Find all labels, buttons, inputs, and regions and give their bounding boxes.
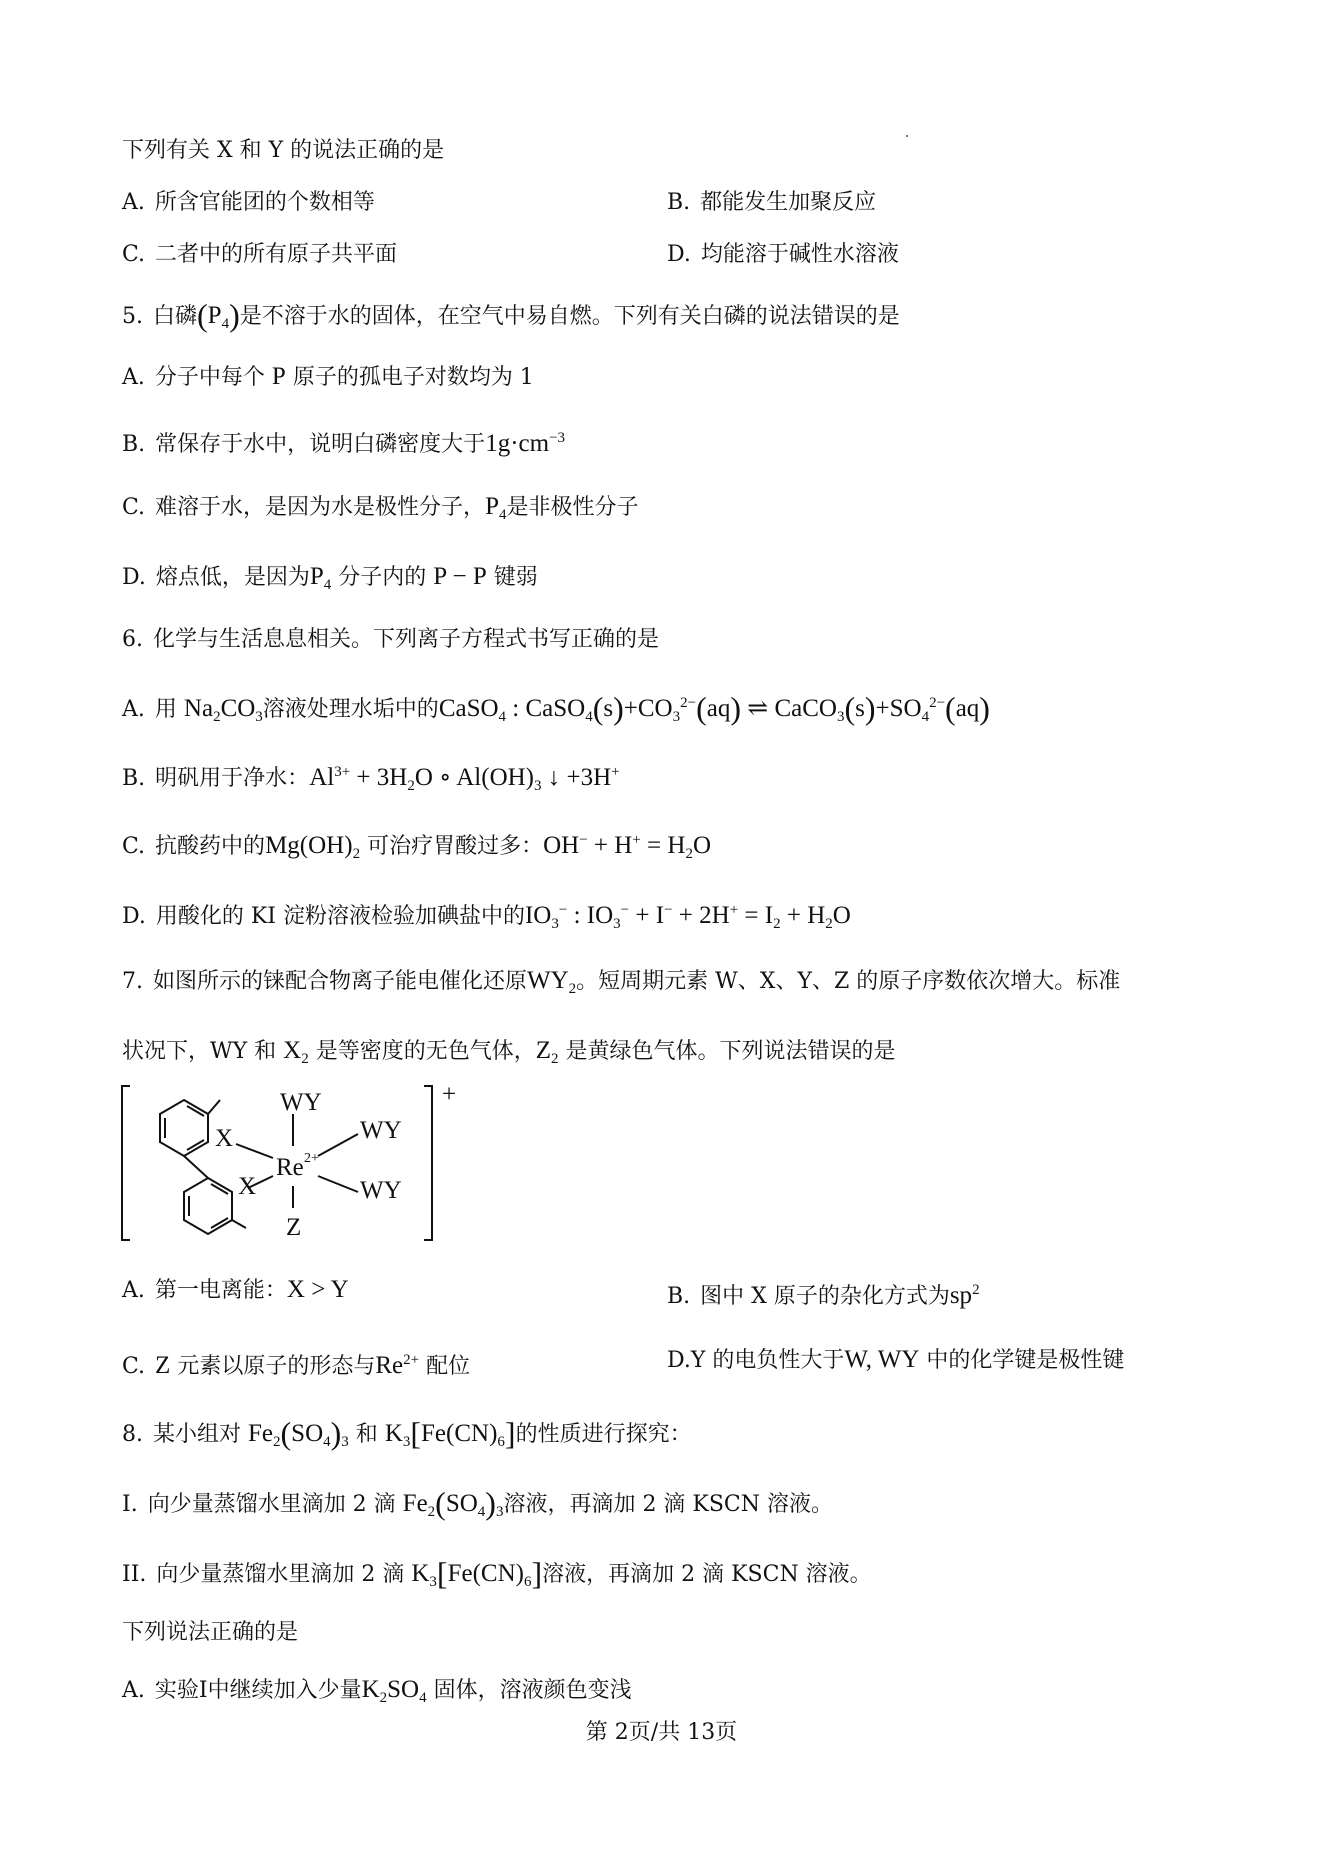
page-footer: 第 2页/共 13页 bbox=[585, 1720, 738, 1745]
q8-stem-2: 下列说法正确的是 bbox=[122, 1620, 299, 1645]
q6-option-d: D. 用酸化的 KI 淀粉溶液检验加碘盐中的$IO_3^-$ : $IO_3^- + I^- + 2H^+ = I_2 + H_2O$ bbox=[122, 902, 851, 932]
q6-option-a: A. 用 $Na_2CO_3$溶液处理水垢中的CaSO$_4$ : $CaSO_4(s)+CO_3^{2-}(aq)$ ⇌ $CaCO_3(s)+SO_4^{2-}(aq)$ bbox=[122, 690, 990, 726]
ligand-z: Z bbox=[286, 1214, 302, 1241]
complex-charge: + bbox=[442, 1081, 457, 1108]
q6-option-b: B. 明矾用于净水：$Al^{3+} + 3H_2O$ ∘ $Al(OH)_3$ ↓ +3H+ bbox=[122, 764, 620, 794]
atom-x-lower: X bbox=[238, 1173, 257, 1200]
q8-option-a: A. 实验I中继续加入少量$K_2SO_4$ 固体，溶液颜色变浅 bbox=[122, 1676, 632, 1706]
q4-stem: 下列有关 X 和 Y 的说法正确的是 bbox=[122, 138, 445, 163]
q5-option-a: A. 分子中每个 P 原子的孤电子对数均为 1 bbox=[122, 363, 534, 390]
ligand-wy-right-upper: WY bbox=[360, 1117, 402, 1144]
rhenium-complex-structure bbox=[118, 1078, 478, 1248]
q7-option-a: A. 第一电离能：X > Y bbox=[122, 1276, 349, 1303]
q4-option-c: C. 二者中的所有原子共平面 bbox=[122, 242, 398, 267]
q5-option-c: C. 难溶于水，是因为水是极性分子，$P_4$是非极性分子 bbox=[122, 493, 639, 523]
q5-option-d: D. 熔点低，是因为$P_4$ 分子内的 P − P 键弱 bbox=[122, 563, 538, 593]
q6-option-c: C. 抗酸药中的$Mg(OH)_2$ 可治疗胃酸过多：$OH^- + H^+ = H_2O$ bbox=[122, 832, 711, 862]
q4-option-d: D. 均能溶于碱性水溶液 bbox=[667, 242, 899, 267]
q8-experiment-2: II. 向少量蒸馏水里滴加 2 滴 $K_3[Fe(CN)_6]$溶液，再滴加 2 滴 KSCN 溶液。 bbox=[122, 1555, 872, 1591]
ligand-wy-right-lower: WY bbox=[360, 1177, 402, 1204]
q7-stem-line2: 状况下，WY 和 $X_2$ 是等密度的无色气体，$Z_2$ 是黄绿色气体。下列说法错误的是 bbox=[122, 1037, 896, 1067]
q5-stem: 5. 白磷$(P_4)$是不溶于水的固体，在空气中易自燃。下列有关白磷的说法错误的是 bbox=[122, 297, 900, 333]
scan-speck bbox=[906, 135, 908, 137]
q4-option-a: A. 所含官能团的个数相等 bbox=[122, 190, 375, 215]
ligand-wy-top: WY bbox=[280, 1089, 322, 1116]
q7-stem-line1: 7. 如图所示的铼配合物离子能电催化还原$WY_2$。短周期元素 W、X、Y、Z 的原子序数依次增大。标准 bbox=[122, 967, 1121, 997]
metal-re: Re bbox=[276, 1154, 304, 1181]
atom-x-upper: X bbox=[215, 1125, 234, 1152]
q6-stem: 6. 化学与生活息息相关。下列离子方程式书写正确的是 bbox=[122, 627, 660, 652]
q8-experiment-1: I. 向少量蒸馏水里滴加 2 滴 $Fe_2(SO_4)_3$溶液，再滴加 2 滴 KSCN 溶液。 bbox=[122, 1485, 834, 1521]
q8-stem: 8. 某小组对 $Fe_2(SO_4)_3$ 和 $K_3[Fe(CN)_6]$的性质进行探究： bbox=[122, 1415, 692, 1451]
q7-option-c: C. Z 元素以原子的形态与$Re^{2+}$ 配位 bbox=[122, 1352, 471, 1379]
metal-re-charge: 2+ bbox=[304, 1151, 319, 1166]
q7-option-d: D.Y 的电负性大于W, WY 中的化学键是极性键 bbox=[667, 1346, 1125, 1373]
q5-option-b: B. 常保存于水中，说明白磷密度大于$1g\cdot cm^{-3}$ bbox=[122, 430, 566, 457]
q7-option-b: B. 图中 X 原子的杂化方式为$sp^2$ bbox=[667, 1282, 980, 1309]
q4-option-b: B. 都能发生加聚反应 bbox=[667, 190, 877, 215]
